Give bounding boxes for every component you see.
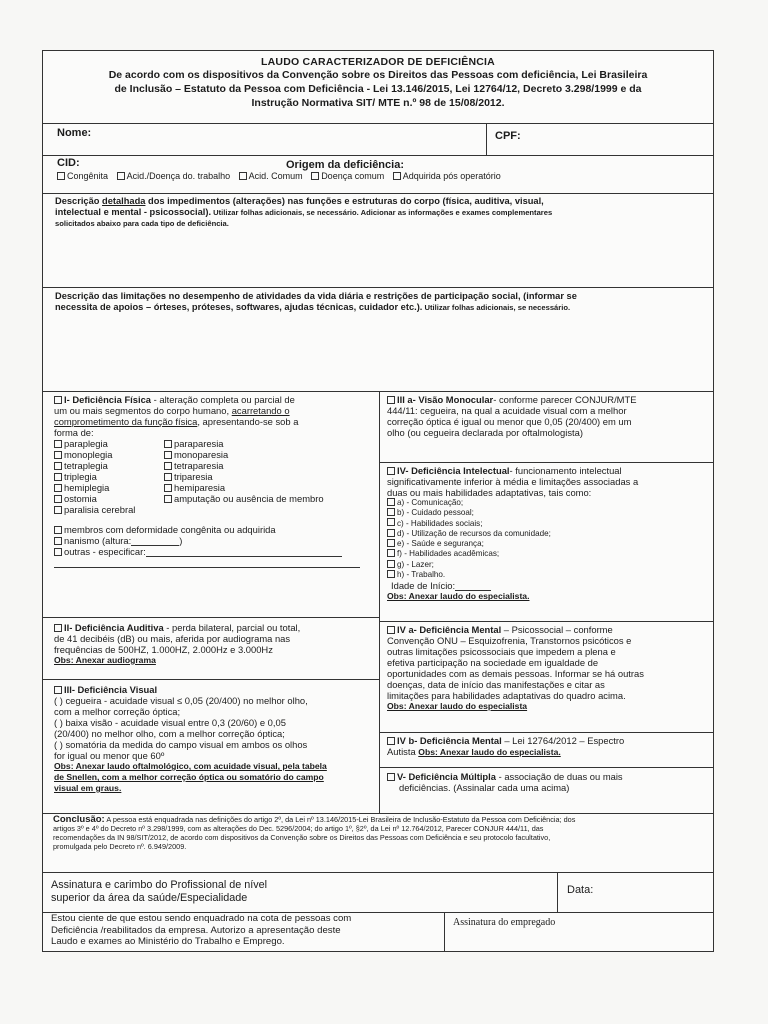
option-label: g) - Lazer; [397, 559, 434, 569]
visual-text-5[interactable]: ( ) somatória da medida do campo visual em ambos os olhos [54, 739, 308, 750]
fisica-text-3: , apresentando-se sob a [197, 416, 299, 427]
visual-text-6: for igual ou menor que 60º [54, 750, 165, 761]
intelectual-title: IV- Deficiência Intelectual [397, 465, 510, 476]
origem-option-doenca-comum[interactable] [311, 171, 384, 181]
desc1-line2-small: Utilizar folhas adicionais, se necessário. Adicionar as informações e exames complementares [211, 208, 553, 217]
option-label: d) - Utilização de recursos da comunidade; [397, 528, 551, 538]
visao-mono-text-4: olho (ou cegueira declarada por oftalmologista) [387, 427, 583, 438]
nome-cpf-row [43, 124, 713, 156]
visao-mono-text-3: correção óptica é igual ou menor que 0,05 (20/400) em um [387, 416, 632, 427]
checkbox[interactable] [164, 440, 172, 448]
descricao-limitacoes-text [55, 291, 705, 313]
option-trabalho[interactable] [387, 570, 709, 580]
checkbox[interactable] [117, 172, 125, 180]
visual-text-3[interactable]: ( ) baixa visão - acuidade visual entre 0,3 (20/60) e 0,05 [54, 717, 286, 728]
origem-option-acid-trabalho[interactable] [117, 171, 231, 181]
checkbox[interactable] [387, 626, 395, 634]
multipla-text-1: - associação de duas ou mais [495, 771, 623, 782]
visual-obs-1: Obs: Anexar laudo oftalmológico, com acuidade visual, pela tabela [54, 761, 327, 771]
conclusao-label: Conclusão: [53, 814, 105, 825]
checkbox[interactable] [387, 498, 395, 506]
option-label: monoplegia [64, 449, 113, 460]
option-amputacao[interactable] [164, 493, 324, 504]
checkbox[interactable] [387, 560, 395, 568]
ivb-obs: Obs: Anexar laudo do especialista. [418, 747, 561, 757]
checkbox[interactable] [57, 172, 65, 180]
fisica-text-1: - alteração completa ou parcial de [151, 394, 295, 405]
origem-option-pos-operatorio[interactable] [393, 171, 501, 181]
deficiencia-mental-section [387, 624, 707, 712]
checkbox[interactable] [164, 451, 172, 459]
fisica-title: I- Deficiência Física [64, 394, 152, 405]
ciente-text-1: Estou ciente de que estou sendo enquadrado na cota de pessoas com [51, 913, 352, 924]
option-hemiparesia[interactable] [164, 482, 324, 493]
deficiencia-fisica-section [54, 394, 375, 568]
checkbox[interactable] [387, 518, 395, 526]
option-label: nanismo (altura: [64, 535, 132, 546]
conclusao-text-2: artigos 3º e 4º do Decreto nº 3.298/1999, com as alterações do Dec. 5296/2004; do artigo 1º, §2º, da Lei nº 12.764/2012, Parecer CONJUR 444/11, das [53, 824, 544, 833]
outras-especificar-input[interactable] [146, 556, 342, 557]
option-habilidades-academicas[interactable] [387, 549, 709, 559]
option-label: paraparesia [174, 438, 224, 449]
mental-text-6: doenças, data de início das manifestações e citar as [387, 679, 605, 690]
option-membros-deformidade[interactable] [54, 524, 375, 535]
intelectual-obs: Obs: Anexar laudo do especialista. [387, 591, 530, 602]
header-line-3: Instrução Normativa SIT/ MTE n.º 98 de 15/08/2012. [251, 97, 505, 109]
option-paraparesia[interactable] [164, 438, 324, 449]
conclusao-text-4: promulgada pelo Decreto nº. 6.949/2009. [53, 842, 187, 851]
mental-text-4: efetiva participação na sociedade em igualdade de [387, 657, 599, 668]
checkbox[interactable] [387, 467, 395, 475]
fisica-text-3u: comprometimento da função física [54, 416, 198, 427]
origem-option-congenita[interactable] [57, 171, 108, 181]
option-hemiplegia[interactable] [54, 482, 135, 493]
checkbox[interactable] [387, 737, 395, 745]
option-paraplegia[interactable] [54, 438, 135, 449]
visual-obs-3: visual em graus. [54, 783, 122, 793]
cid-field[interactable]: CID: [57, 157, 80, 169]
desc1-post: dos impedimentos (alterações) nas funções e estruturas do corpo (física, auditiva, visual, [145, 196, 544, 206]
checkbox[interactable] [387, 396, 395, 404]
desc1-pre: Descrição [55, 196, 103, 206]
data-field[interactable]: Data: [567, 884, 594, 896]
visao-mono-text-1: - conforme parecer CONJUR/MTE [493, 394, 637, 405]
checkbox[interactable] [54, 440, 62, 448]
visual-text-4: (20/400) no melhor olho, com a melhor correção óptica; [54, 728, 285, 739]
option-triplegia[interactable] [54, 471, 135, 482]
checkbox[interactable] [54, 451, 62, 459]
assinatura-profissional-field[interactable] [51, 879, 267, 905]
descricao-impedimentos-section[interactable] [43, 194, 713, 288]
visual-obs-2: de Snellen, com a melhor correção óptica ou somatório do campo [54, 772, 324, 782]
checkbox[interactable] [387, 539, 395, 547]
origem-label: Origem da deficiência: [286, 159, 404, 171]
checkbox[interactable] [311, 172, 319, 180]
checkbox[interactable] [54, 462, 62, 470]
checkbox[interactable] [54, 537, 62, 545]
option-label: paralisia cerebral [64, 504, 136, 515]
option-saude-seguranca[interactable] [387, 539, 709, 549]
form-header [43, 51, 713, 124]
deficiencia-intelectual-section [387, 465, 709, 602]
deficiencia-visual-section [54, 684, 375, 794]
ivb-text-2: Autista [387, 746, 419, 757]
option-label: monoparesia [174, 449, 229, 460]
option-label: Doença comum [321, 171, 385, 181]
idade-inicio-label: Idade de Início: [391, 580, 456, 592]
auditiva-text-3: frequências de 500HZ, 1.000HZ, 2.000Hz e 3.000Hz [54, 644, 273, 655]
option-label: e) - Saúde e segurança; [397, 539, 484, 549]
mental-text-5: oportunidades com as demais pessoas. Informar se há outras [387, 668, 644, 679]
option-label: outras - especificar: [64, 546, 146, 557]
visual-text-2: com a melhor correção óptica; [54, 706, 181, 717]
ivb-text-1: – Lei 12764/2012 – Espectro [501, 735, 625, 746]
visao-monocular-section [387, 394, 709, 438]
desc2-line2-small: Utilizar folhas adicionais, se necessário. [422, 303, 571, 312]
header-line-1: De acordo com os dispositivos da Convenção sobre os Direitos das Pessoas com deficiência, Lei Brasileira [108, 69, 648, 81]
origem-options [57, 171, 507, 181]
option-lazer[interactable] [387, 560, 709, 570]
outras-line-2[interactable] [54, 559, 360, 568]
multipla-text-2: deficiências. (Assinalar cada uma acima) [399, 782, 570, 793]
checkbox[interactable] [164, 473, 172, 481]
auditiva-text-2: de 41 decibéis (dB) ou mais, aferida por audiograma nas [54, 633, 291, 644]
nome-field[interactable]: Nome: [57, 127, 92, 139]
intelectual-text-3: duas ou mais habilidades adaptativas, tais como: [387, 487, 592, 498]
option-label: membros com deformidade congênita ou adquirida [64, 524, 276, 535]
checkbox[interactable] [164, 484, 172, 492]
checkbox[interactable] [54, 686, 62, 694]
fisica-text-4: forma de: [54, 427, 94, 438]
descricao-limitacoes-section[interactable] [43, 288, 713, 392]
option-label: paraplegia [64, 438, 108, 449]
deficiencia-multipla-section [387, 771, 707, 793]
mental-text-3: outras limitações psicossociais que impedem a plena e [387, 646, 616, 657]
auditiva-title: II- Deficiência Auditiva [64, 622, 164, 633]
checkbox[interactable] [387, 570, 395, 578]
mental-title: IV a- Deficiência Mental [397, 624, 502, 635]
cid-origem-row [43, 156, 713, 194]
option-label: Acid./Doença do. trabalho [126, 171, 231, 181]
checkbox[interactable] [54, 473, 62, 481]
option-tetraparesia[interactable] [164, 460, 324, 471]
conclusao-section [53, 815, 705, 851]
option-label: ostomia [64, 493, 97, 504]
ciente-declaracao [51, 913, 351, 948]
checkbox[interactable] [54, 624, 62, 632]
checkbox[interactable] [54, 396, 62, 404]
mental-obs: Obs: Anexar laudo do especialista [387, 701, 528, 711]
option-label: h) - Trabalho. [397, 570, 446, 580]
descricao-impedimentos-text [55, 196, 705, 229]
checkbox[interactable] [54, 548, 62, 556]
visao-mono-title: III a- Visão Monocular [397, 394, 494, 405]
checkbox[interactable] [54, 495, 62, 503]
checkbox[interactable] [393, 172, 401, 180]
auditiva-text-1: - perda bilateral, parcial ou total, [163, 622, 301, 633]
conclusao-text-1: A pessoa está enquadrada nas definições do artigo 2º, da Lei nº 13.146/2015-Lei Brasileira de Inclusão-Estatuto da Pessoa com Deficiência; dos [104, 815, 576, 824]
option-label: tetraparesia [174, 460, 224, 471]
checkbox[interactable] [164, 495, 172, 503]
desc2-line1: Descrição das limitações no desempenho de atividades da vida diária e restrições de participação social, (informar se [55, 291, 577, 301]
option-label: amputação ou ausência de membro [174, 493, 324, 504]
option-comunicacao[interactable] [387, 498, 709, 508]
checkbox[interactable] [54, 506, 62, 514]
option-habilidades-sociais[interactable] [387, 519, 709, 529]
cpf-field[interactable]: CPF: [495, 130, 521, 142]
option-label: tetraplegia [64, 460, 108, 471]
option-triparesia[interactable] [164, 471, 324, 482]
visual-title: III- Deficiência Visual [64, 684, 158, 695]
checkbox[interactable] [387, 508, 395, 516]
ciente-text-3: Laudo e exames ao Ministério do Trabalho e Emprego. [51, 936, 285, 947]
option-outras[interactable] [54, 546, 375, 557]
form-sheet [42, 50, 714, 952]
checkbox[interactable] [387, 529, 395, 537]
option-label: f) - Habilidades acadêmicas; [397, 549, 500, 559]
assinatura-text-1: Assinatura e carimbo do Profissional de nível [51, 879, 268, 891]
checkbox[interactable] [387, 549, 395, 557]
desc1-line2: intelectual e mental - psicossocial). [55, 207, 212, 217]
option-label: Acid. Comum [248, 171, 303, 181]
mental-text-2: Convenção ONU – Esquizofrenia, Transtornos psicóticos e [387, 635, 632, 646]
deficiencia-auditiva-section [54, 622, 375, 666]
option-label: hemiplegia [64, 482, 110, 493]
deficiencia-mental-autista-section [387, 735, 707, 758]
assinatura-text-2: superior da área da saúde/Especialidade [51, 892, 248, 904]
auditiva-obs: Obs: Anexar audiograma [54, 655, 156, 665]
option-label: a) - Comunicação; [397, 498, 464, 507]
ciente-text-2: Deficiência /reabilitados da empresa. Autorizo a apresentação deste [51, 924, 341, 936]
origem-option-acid-comum[interactable] [239, 171, 303, 181]
option-label: hemiparesia [174, 482, 226, 493]
fisica-text-2: um ou mais segmentos do corpo humano, [54, 405, 232, 416]
option-label: triplegia [64, 471, 97, 482]
desc1-line3: solicitados abaixo para cada tipo de deficiência. [55, 219, 229, 228]
option-label: b) - Cuidado pessoal; [397, 508, 474, 518]
option-paralisia-cerebral[interactable] [54, 504, 135, 515]
visao-mono-text-2: 444/11: cegueira, na qual a acuidade visual com a melhor [387, 405, 627, 416]
visual-text-1[interactable]: ( ) cegueira - acuidade visual ≤ 0,05 (20/400) no melhor olho, [54, 695, 308, 706]
header-line-2: de Inclusão – Estatuto da Pessoa com Deficiência - Lei 13.146/2015, Lei 12764/12, Decreto 3.298/1999 e da [114, 83, 642, 95]
option-tetraplegia[interactable] [54, 460, 135, 471]
option-nanismo[interactable] [54, 535, 375, 546]
intelectual-text-2: significativamente inferior à média e limitações associadas a [387, 476, 639, 487]
checkbox[interactable] [387, 773, 395, 781]
checkbox[interactable] [164, 462, 172, 470]
option-monoparesia[interactable] [164, 449, 324, 460]
assinatura-empregado-field[interactable]: Assinatura do empregado [453, 917, 556, 928]
option-label: Adquirida pós operatório [402, 171, 501, 181]
column-divider [379, 392, 380, 814]
option-recursos-comunidade[interactable] [387, 529, 709, 539]
mental-text-7: limitações para habilidades adaptativas do quadro acima. [387, 690, 626, 701]
option-label: Congênita [67, 171, 109, 181]
option-cuidado-pessoal[interactable] [387, 508, 709, 518]
desc2-line2: necessita de apoios – órteses, próteses, softwares, ajudas técnicas, cuidador etc.). [55, 302, 423, 312]
option-label: triparesia [174, 471, 213, 482]
intelectual-text-1: - funcionamento intelectual [509, 465, 622, 476]
checkbox[interactable] [239, 172, 247, 180]
fisica-text-2u: acarretando o [231, 405, 290, 416]
nanismo-end: ) [179, 535, 183, 546]
checkbox[interactable] [54, 526, 62, 534]
desc1-underlined: detalhada [102, 196, 146, 206]
mental-text-1: – Psicossocial – conforme [501, 624, 613, 635]
checkbox[interactable] [54, 484, 62, 492]
form-title: LAUDO CARACTERIZADOR DE DEFICIÊNCIA [261, 56, 495, 68]
option-label: c) - Habilidades sociais; [397, 518, 483, 528]
ivb-title: IV b- Deficiência Mental [397, 735, 502, 746]
conclusao-text-3: recomendações da IN 98/SIT/2012, de acordo com dispositivos da Convenção sobre os Direitos das Pessoas com Deficiência e seu protocolo facultativo, [53, 833, 551, 842]
option-ostomia[interactable] [54, 493, 135, 504]
option-monoplegia[interactable] [54, 449, 135, 460]
multipla-title: V- Deficiência Múltipla [397, 771, 496, 782]
